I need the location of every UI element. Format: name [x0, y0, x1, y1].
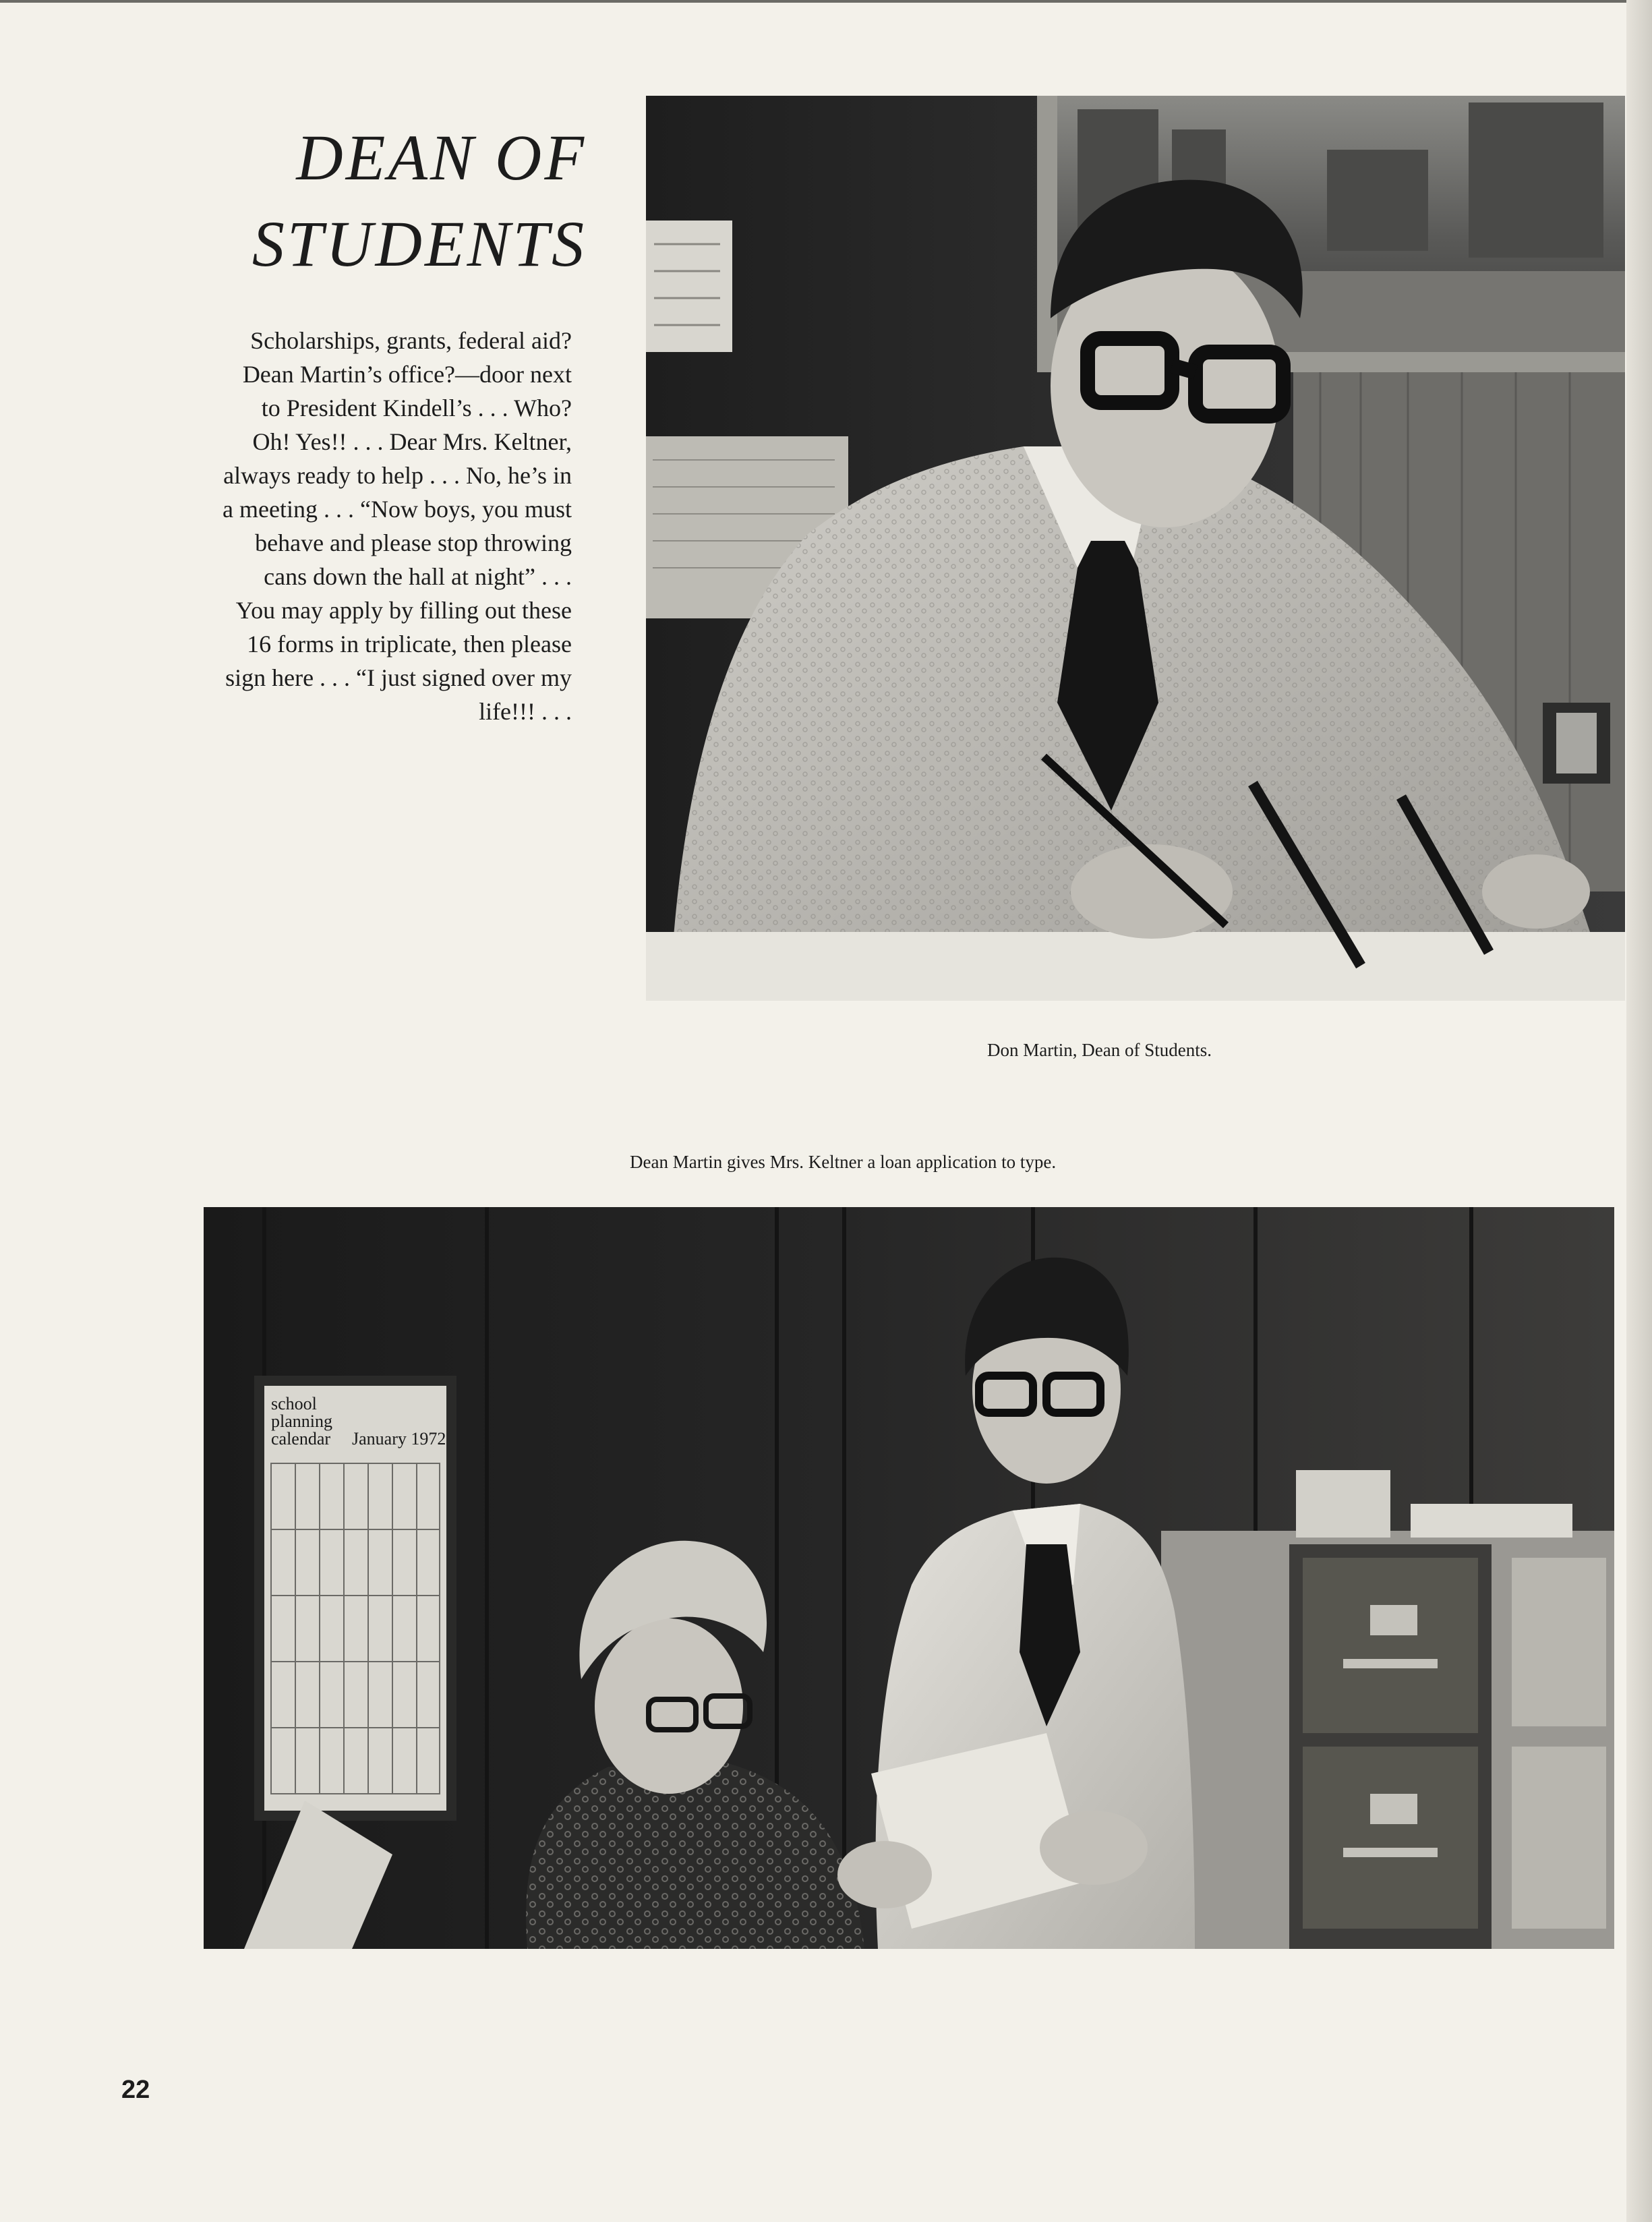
calendar-title-line-1: school — [271, 1394, 317, 1413]
intro-line: sign here . . . “I just signed over my — [225, 664, 572, 691]
dean-and-secretary-photo — [204, 1207, 1614, 1949]
intro-line: to President Kindell’s . . . Who? — [261, 394, 572, 421]
top-photo-caption: Don Martin, Dean of Students. — [987, 1040, 1212, 1060]
dean-portrait-illustration — [646, 96, 1625, 1001]
intro-line: cans down the hall at night” . . . — [264, 563, 572, 590]
page-edge-shadow — [1626, 0, 1652, 2222]
intro-line: a meeting . . . “Now boys, you must — [223, 496, 572, 523]
intro-line: Scholarships, grants, federal aid? — [250, 327, 572, 354]
intro-line: Dean Martin’s office?—door next — [242, 361, 572, 388]
title-line-2: STUDENTS — [252, 208, 587, 280]
intro-line: always ready to help . . . No, he’s in — [223, 462, 572, 489]
intro-paragraph — [135, 324, 572, 728]
dean-portrait-photo — [646, 96, 1625, 1001]
intro-line: Oh! Yes!! . . . Dear Mrs. Keltner, — [252, 428, 572, 455]
calendar-month: January 1972 — [352, 1429, 446, 1449]
calendar-title-line-3: calendar — [271, 1429, 331, 1449]
page-number: 22 — [121, 2076, 150, 2104]
page-title — [155, 115, 587, 287]
intro-line: behave and please stop throwing — [255, 529, 572, 556]
top-edge-rule — [0, 0, 1652, 3]
intro-line: You may apply by filling out these — [235, 597, 572, 624]
title-line-1: DEAN OF — [296, 121, 587, 194]
office-scene-illustration — [204, 1207, 1614, 1949]
bottom-photo-caption: Dean Martin gives Mrs. Keltner a loan application to type. — [630, 1152, 1057, 1172]
intro-line: life!!! . . . — [479, 698, 572, 725]
intro-line: 16 forms in triplicate, then please — [247, 631, 572, 657]
calendar-title-line-2: planning — [271, 1411, 332, 1431]
